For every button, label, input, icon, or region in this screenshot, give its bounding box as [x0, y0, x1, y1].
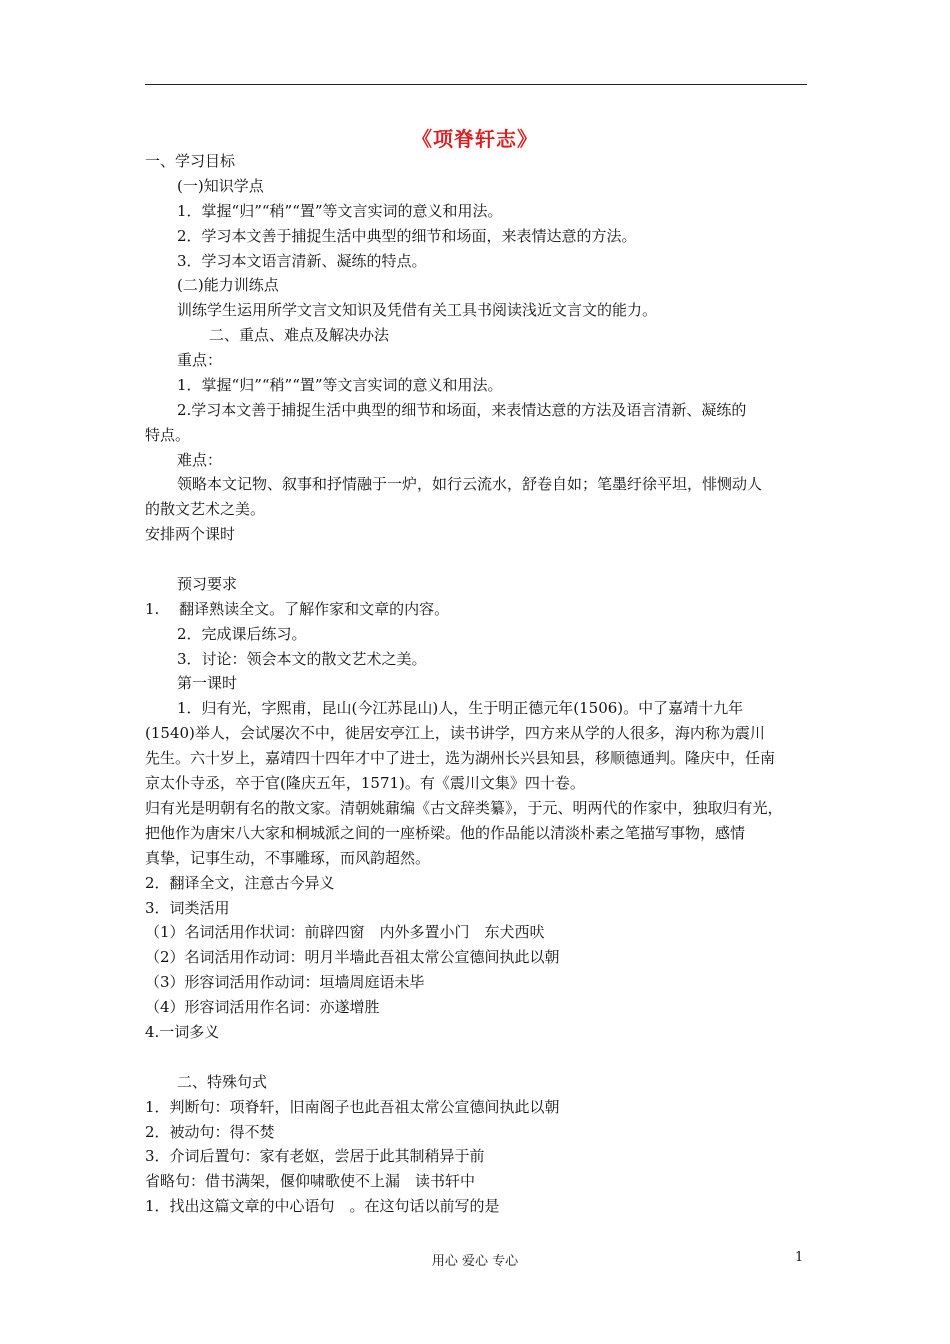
- text-line: 归有光是明朝有名的散文家。清朝姚鼐编《古文辞类纂》，于元、明两代的作家中，独取归有光，: [145, 799, 783, 817]
- text-line: 3．学习本文语言清新、凝练的特点。: [177, 252, 427, 270]
- text-line: 1．找出这篇文章的中心语句 。在这句话以前写的是: [145, 1197, 500, 1215]
- text-line: 领略本文记物、叙事和抒情融于一炉，如行云流水，舒卷自如；笔墨纡徐平坦，悱恻动人: [177, 475, 763, 493]
- text-line: 京太仆寺丞，卒于官(隆庆五年，1571)。有《震川文集》四十卷。: [145, 774, 585, 792]
- subheading-first-lesson: 第一课时: [177, 674, 238, 692]
- section-heading-objectives: 一、学习目标: [145, 152, 236, 170]
- text-line: 3．讨论：领会本文的散文艺术之美。: [177, 650, 427, 668]
- text-line: 的散文艺术之美。: [145, 500, 266, 518]
- text-line: （1）名词活用作状词：前辟四窗 内外多置小门 东犬西吠: [145, 923, 545, 941]
- text-line: 2．被动句：得不焚: [145, 1123, 275, 1141]
- text-line: 先生。六十岁上，嘉靖四十四年才中了进士，选为湖州长兴县知县，移顺德通判。隆庆中，任南: [145, 749, 776, 767]
- header-rule: [145, 84, 807, 85]
- subheading-ability: (二)能力训练点: [177, 276, 279, 294]
- text-line: （2）名词活用作动词：明月半墙此吾祖太常公宣德间执此以朝: [145, 948, 560, 966]
- page-footer: 用心 爱心 专心: [431, 1254, 519, 1269]
- text-line: 省略句：借书满架，偃仰啸歌使不上漏 读书轩中: [145, 1172, 476, 1190]
- label-key-points: 重点：: [177, 351, 223, 369]
- text-line: 真挚，记事生动，不事雕琢，而风韵超然。: [145, 849, 431, 867]
- text-line: 1．掌握“归”“稍”“置”等文言实词的意义和用法。: [177, 202, 503, 220]
- subheading-preview: 预习要求: [177, 575, 238, 593]
- text-line: 3．介词后置句：家有老妪，尝居于此其制稍异于前: [145, 1147, 485, 1165]
- text-line: 特点。: [145, 426, 191, 444]
- subheading-special-sentences: 二、特殊句式: [177, 1073, 268, 1091]
- text-line: 3．词类活用: [145, 899, 230, 917]
- section-heading-key-points: 二、重点、难点及解决办法: [209, 326, 390, 344]
- text-line: （3）形容词活用作动词：垣墙周庭语未毕: [145, 973, 425, 991]
- text-line: 2．完成课后练习。: [177, 625, 307, 643]
- text-line: 1．掌握“归”“稍”“置”等文言实词的意义和用法。: [177, 376, 503, 394]
- text-line: 2.学习本文善于捕捉生活中典型的细节和场面，来表情达意的方法及语言清新、凝练的: [177, 401, 747, 419]
- subheading-knowledge: (一)知识学点: [177, 177, 264, 195]
- text-line: （4）形容词活用作名词：亦遂增胜: [145, 998, 380, 1016]
- text-line: 2．学习本文善于捕捉生活中典型的细节和场面，来表情达意的方法。: [177, 227, 637, 245]
- text-line: (1540)举人，会试屡次不中，徙居安亭江上，读书讲学，四方来从学的人很多，海内称为震川: [145, 724, 765, 742]
- text-line: 1. 翻译熟读全文。了解作家和文章的内容。: [145, 600, 450, 618]
- label-difficulties: 难点：: [177, 451, 223, 469]
- text-line: 把他作为唐宋八大家和桐城派之间的一座桥梁。他的作品能以清淡朴素之笔描写事物，感情: [145, 824, 746, 842]
- text-line: 2．翻译全文，注意古今异义: [145, 874, 335, 892]
- page-number: 1: [795, 1250, 804, 1265]
- text-line: 训练学生运用所学文言文知识及凭借有关工具书阅读浅近文言文的能力。: [177, 301, 658, 319]
- text-line: 安排两个课时: [145, 525, 236, 543]
- text-line: 4.一词多义: [145, 1023, 220, 1041]
- document-title: 《项脊轩志》: [412, 127, 538, 151]
- text-line: 1．归有光，字熙甫，昆山(今江苏昆山)人，生于明正德元年(1506)。中了嘉靖十九年: [177, 699, 744, 717]
- text-line: 1．判断句：项脊轩，旧南阁子也此吾祖太常公宣德间执此以朝: [145, 1098, 560, 1116]
